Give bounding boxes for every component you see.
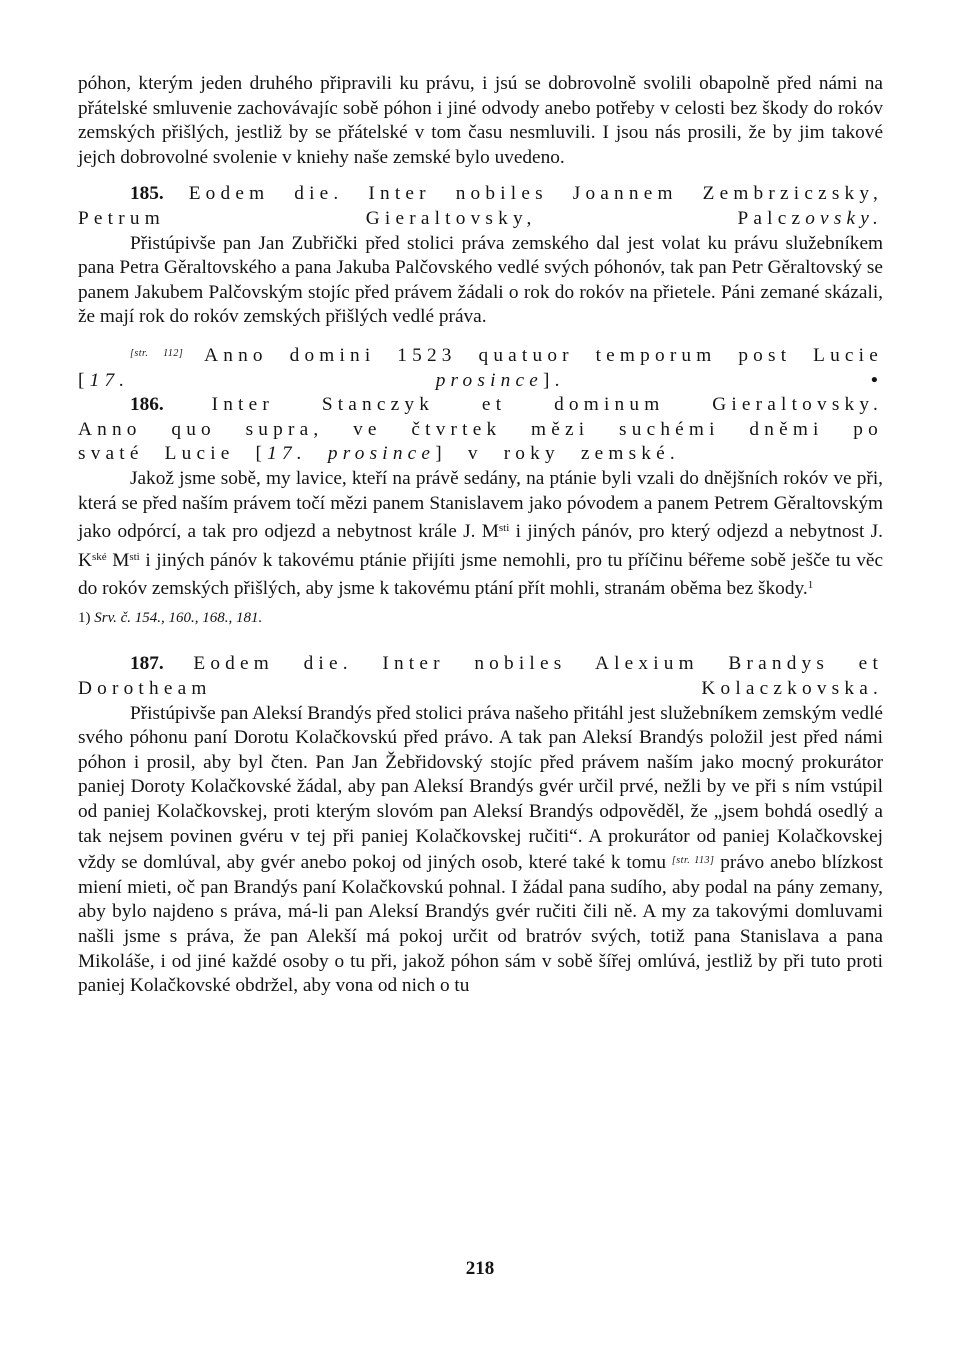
- page-mark-112: [str. 112]: [130, 347, 184, 359]
- entry-186-body: [78, 467, 883, 602]
- entry-186-body-a: Jakož jsme sobě, my lavice, kteří na právě sedány, na ptánie byli vzali do dnějšních rokóv ve při, která se před naším právem točí mězi panem Stanislavem jako póvodem a panem Petrem Gěraltovským jako odpórcí, a tak pro odjezd a nebytnost krále J. M: [78, 467, 883, 543]
- page-text: [78, 72, 883, 999]
- entry-187-heading-text: Eodem die. Inter nobiles Alexium Brandys et Dorotheam Kolaczkovska.: [78, 653, 883, 700]
- session-heading: [78, 342, 883, 393]
- entry-186-subheading-b: ] v roky zemské.: [435, 443, 680, 465]
- footnote-text: Srv. č. 154., 160., 168., 181.: [94, 609, 263, 626]
- entry-186-number: 186.: [130, 394, 164, 416]
- superscript-sti-2: sti: [129, 550, 140, 563]
- superscript-ske: ské: [91, 550, 107, 563]
- entry-185-heading: [78, 182, 883, 231]
- entry-187-heading: [78, 652, 883, 701]
- entry-187-body-b: právo anebo blízkost miení mieti, oč pan Brandýs paní Kolačkovskú pohnal. I žádal pana sudího, aby podal na pány zemany, aby bylo najdeno s práva, má-li pan Aleksí Brandýs gvér ručiti čili ně. A my za takovými domluvami našli jsme s práva, že pan Alekší má pokoj určit od bratróv svých, totiž pana Stanislava a pana Mikoláše, i od jiné každé osoby o tu při, jakož póhon sám v sobě šířej omlúvá, jestliž by při tuto proti paniej Kolačkovské obdržel, aby vona od nich o tu: [78, 852, 883, 997]
- entry-185-heading-italic: ovsky.: [805, 207, 883, 229]
- entry-186-subheading-date: 17. prosince: [267, 443, 436, 465]
- entry-187-body: [78, 702, 883, 999]
- session-text-b: ].: [543, 369, 565, 391]
- footnote-reference: 1: [807, 579, 814, 592]
- session-date: 17. prosince: [89, 369, 543, 391]
- entry-185-heading-text: Eodem die. Inter nobiles Joannem Zembrziczsky, Petrum Gieraltovsky, Palcz: [78, 183, 884, 229]
- entry-185-number: 185.: [130, 183, 164, 205]
- opening-paragraph: póhon, kterým jeden druhého připravili ku právu, i jsú se dobrovolně svolili obapolně před námi na přátelské smluvenie zachovávajíc sobě póhon i jiné odvody anebo potřeby v celosti bez škody do rokóv zemských přišlých, jestliž by se přátelské v tom času nesmluvili. I jsou nás prosili, že by jim takové jejch dobrovolné svolenie v kniehy naše zemské bylo uvedeno.: [78, 73, 883, 168]
- session-text-a: Anno domini 1523 quatuor temporum post Lucie [: [78, 344, 883, 391]
- stray-dot: •: [871, 369, 883, 391]
- page-number: 218: [465, 1258, 495, 1279]
- page-mark-113: [str. 113]: [671, 855, 715, 867]
- superscript-sti: sti: [498, 522, 510, 535]
- entry-186-body-d: i jiných pánóv k takovému ptánie přijíti jsme nemohli, pro tu příčinu béřeme sobě ješče tu věc do rokóv zemských přišlých, aby jsme k takovému ptání přít mohli, stranám oběma bez škody.: [78, 549, 884, 600]
- entry-187-body-a: Přistúpivše pan Aleksí Brandýs před stolici práva našeho přitáhl jest služebníkem zemským vedlé svého póhonu paní Dorotu Kolačkovskú před právo. A tak pan Aleksí Brandýs položil jest před námi póhon i prosil, aby byl čten. Pan Jan Žebřidovský stojíc před právem naším jako mocný prokurátor paniej Doroty Kolačkovské žádal, aby pan Aleksí Brandýs gvér určil prvé, nežli by ve při s ním vstúpil od paniej Kolačkovskej, proti kterým slovóm pan Aleksí Brandýs odpověděl, že „jsem bohdá osedlý a tak nejsem povinen gvéru v tej při paniej Kolačkovskej ručiti“. A prokurátor od paniej Kolačkovskej vždy se domlúval, aby gvér anebo pokoj od jiných osob, které také k tomu: [78, 702, 883, 874]
- entry-186-subheading: [78, 418, 883, 467]
- entry-186-heading: [78, 393, 883, 418]
- entry-185-body: Přistúpivše pan Jan Zubřički před stolici práva zemského dal jest volat ku právu služebníkem pana Petra Gěraltovského a pana Jakuba Palčovského vedlé svých póhonóv, tak pan Petr Gěraltovský se panem Jakubem Palčovským stojíc před právem žádali o rok do rokóv na přietele. Páni zemané skázali, že mají rok do rokóv zemských přišlých vedlé práva.: [78, 232, 883, 328]
- entry-186-body-c: M: [106, 549, 130, 571]
- entry-186-subheading-a: Anno quo supra, ve čtvrtek mězi suchémi dněmi po svaté Lucie [: [78, 418, 883, 465]
- entry-186-body-b: i jiných pánóv, pro který odjezd a nebytnost J. K: [78, 521, 883, 571]
- footnote-mark: 1): [78, 609, 91, 626]
- entry-186-heading-text: Inter Stanczyk et dominum Gieraltovsky.: [211, 394, 883, 416]
- footnote: [78, 606, 883, 631]
- entry-187-number: 187.: [130, 653, 164, 675]
